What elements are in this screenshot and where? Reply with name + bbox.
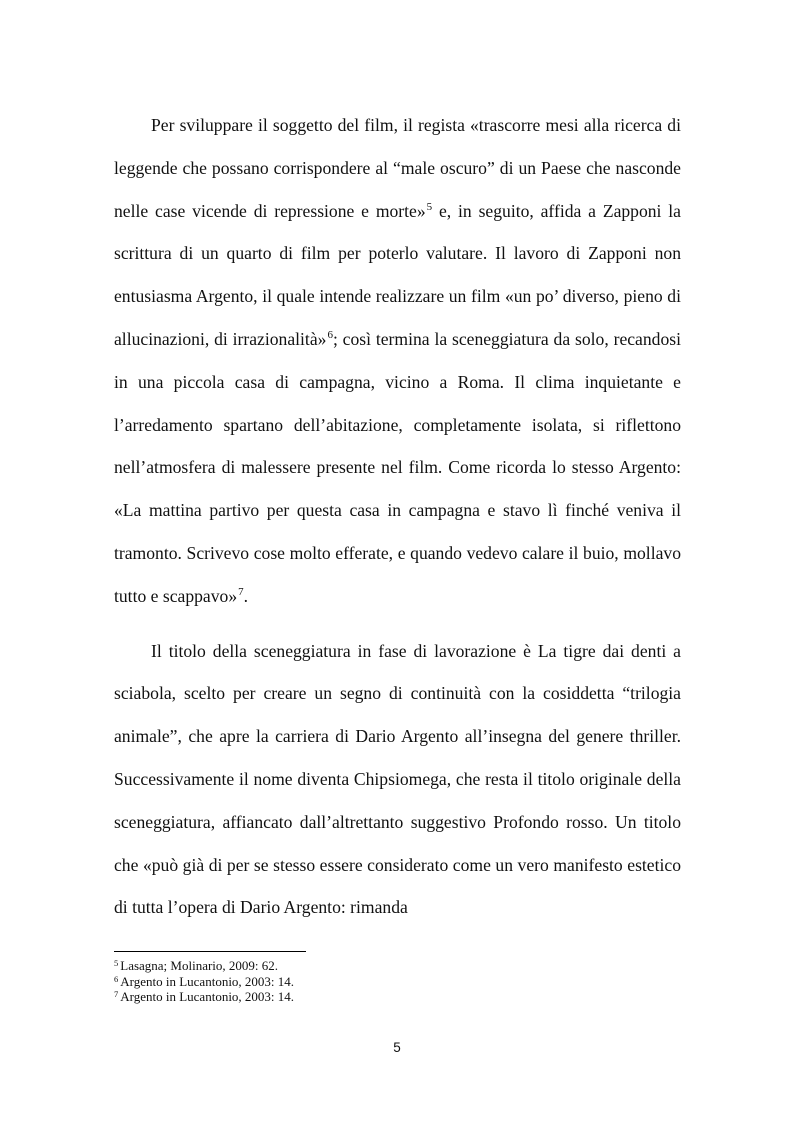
footnote-item	[114, 989, 681, 1005]
footnote-number: 5	[114, 958, 119, 968]
footnote-text: Lasagna; Molinario, 2009: 62.	[120, 958, 279, 973]
paragraph-1-segment-2: e, in seguito, affida a Zapponi la scrittura di un quarto di film per poterlo valutare. Il lavoro di Zapponi non entusiasma Argento, il quale intende realizzare un film «un po’ diverso, pieno di allucinazioni, di irrazionalità»	[114, 200, 681, 349]
footnote-item	[114, 958, 681, 974]
paragraph-1-segment-3: ; così termina la sceneggiatura da solo, recandosi in una piccola casa di campagna, vicino a Roma. Il clima inquietante e l’arredamento spartano dell’abitazione, completamente isolata, si riflettono nell’atmosfera di malessere presente nel film. Come ricorda lo stesso Argento: «La mattina partivo per questa casa in campagna e stavo lì finché veniva il tramonto. Scrivevo cose molto efferate, e quando vedevo calare il buio, mollavo tutto e scappavo»	[114, 328, 681, 606]
paragraph-2: Il titolo della sceneggiatura in fase di lavorazione è La tigre dai denti a sciabola, scelto per creare un segno di continuità con la cosiddetta “trilogia animale”, che apre la carriera di Dario Argento all’insegna del genere thriller. Successivamente il nome diventa Chipsiomega, che resta il titolo originale della sceneggiatura, affiancato dall’altrettanto suggestivo Profondo rosso. Un titolo che «può già di per se stesso essere considerato come un vero manifesto estetico di tutta l’opera di Dario Argento: rimanda	[114, 640, 681, 918]
footnote-number: 7	[114, 989, 119, 999]
footnotes	[114, 958, 681, 1005]
body-text	[114, 104, 681, 929]
footnote-ref-7: 7	[238, 585, 244, 598]
footnote-ref-5: 5	[426, 200, 433, 213]
footnote-text: Argento in Lucantonio, 2003: 14.	[120, 989, 295, 1004]
paragraph-1-segment-1: Per sviluppare il soggetto del film, il regista «trascorre mesi alla ricerca di leggende che possano corrispondere al “male oscuro” di un Paese che nasconde nelle case vicende di repressione e morte»	[114, 115, 681, 221]
footnote-item	[114, 974, 681, 990]
paragraph-1	[114, 104, 681, 618]
footnote-text: Argento in Lucantonio, 2003: 14.	[120, 973, 295, 989]
footnote-ref-6: 6	[327, 328, 333, 341]
footnote-separator	[114, 951, 306, 952]
page-number: 5	[393, 1040, 401, 1055]
footnote-number: 6	[114, 973, 119, 984]
paragraph-1-segment-4: .	[243, 585, 249, 606]
